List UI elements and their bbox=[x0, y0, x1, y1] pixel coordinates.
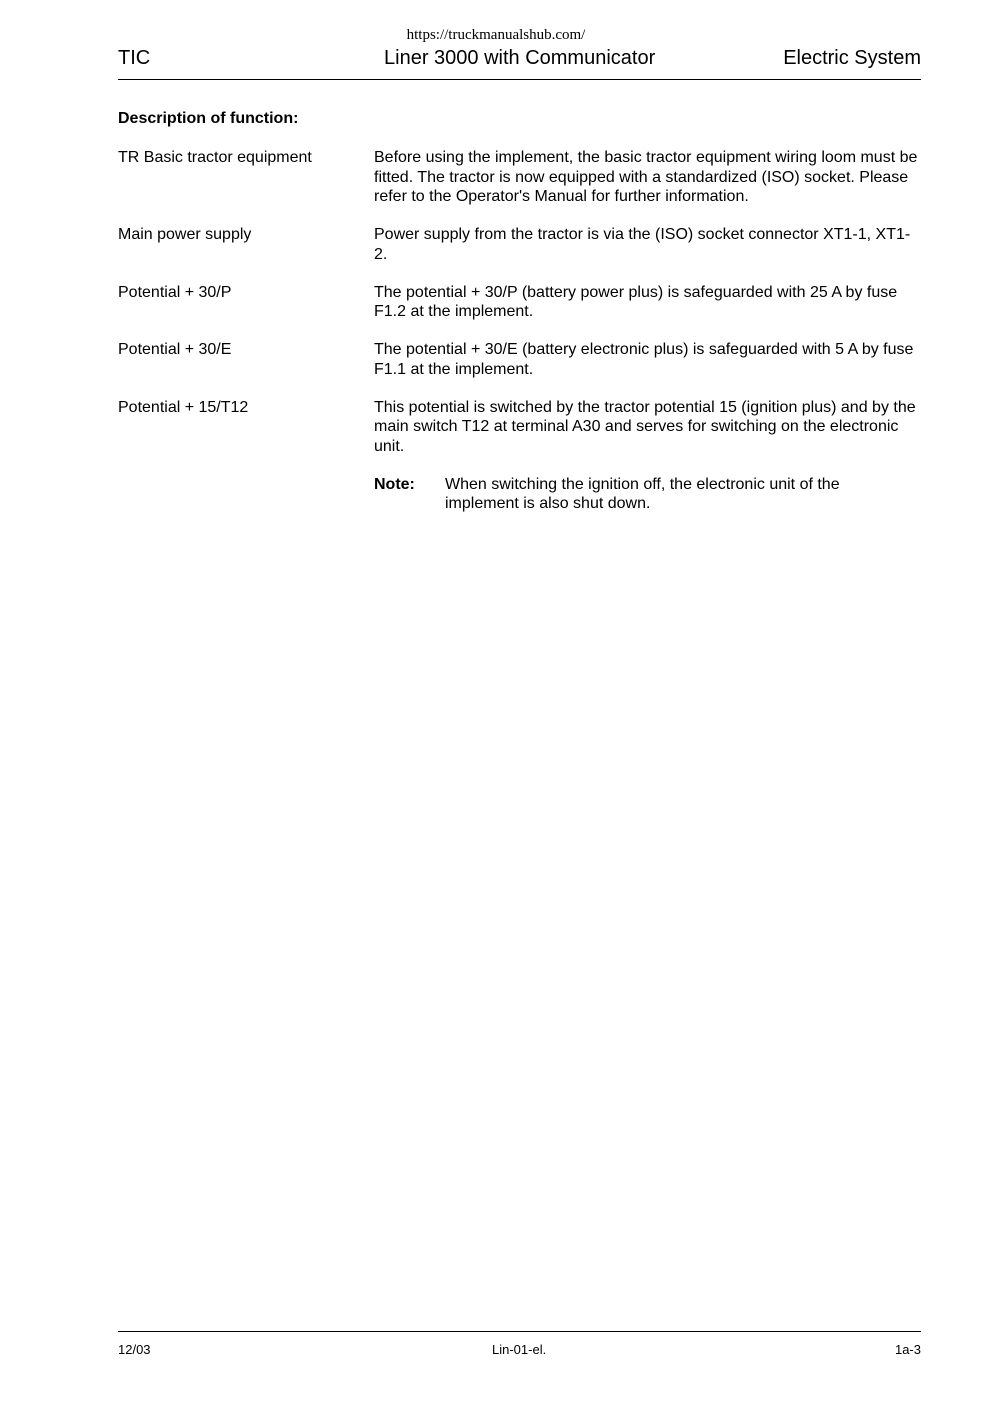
note-block bbox=[374, 475, 923, 514]
function-description: The potential + 30/E (battery electronic plus) is safeguarded with 5 A by fuse F1.1 at the implement. bbox=[374, 341, 914, 378]
function-term: Potential + 15/T12 bbox=[118, 398, 249, 416]
header-left: TIC bbox=[118, 47, 151, 69]
function-term: TR Basic tractor equipment bbox=[118, 149, 312, 166]
page-footer bbox=[118, 1331, 921, 1362]
source-url[interactable]: https://truckmanualshub.com/ bbox=[406, 27, 586, 43]
footer-date: 12/03 bbox=[118, 1342, 151, 1357]
note-text: When switching the ignition off, the electronic unit of the implement is also shut down. bbox=[445, 475, 840, 512]
footer-page-number: 1a-3 bbox=[894, 1342, 921, 1357]
function-row bbox=[118, 148, 923, 207]
function-description: The potential + 30/P (battery power plus) is safeguarded with 25 A by fuse F1.2 at the implement. bbox=[374, 283, 898, 320]
function-row bbox=[118, 340, 923, 379]
function-description: Before using the implement, the basic tractor equipment wiring loom must be fitted. The tractor is now equipped with a standardized (ISO) socket. Please refer to the Operator's Manual for further information. bbox=[374, 149, 918, 205]
note-label: Note: bbox=[374, 475, 415, 493]
function-term: Potential + 30/P bbox=[118, 283, 232, 301]
function-term: Potential + 30/E bbox=[118, 341, 232, 358]
function-row bbox=[118, 283, 923, 322]
footer-doc-code: Lin-01-el. bbox=[492, 1342, 547, 1357]
function-term: Main power supply bbox=[118, 226, 252, 243]
header-title: Liner 3000 with Communicator bbox=[384, 47, 656, 69]
header-section: Electric System bbox=[783, 47, 921, 69]
page-header bbox=[118, 47, 921, 80]
section-title: Description of function: bbox=[118, 110, 299, 127]
function-list bbox=[118, 148, 923, 514]
function-row bbox=[118, 398, 923, 457]
function-description: Power supply from the tractor is via the (ISO) socket connector XT1-1, XT1-2. bbox=[374, 226, 911, 263]
function-description: This potential is switched by the tractor potential 15 (ignition plus) and by the main switch T12 at terminal A30 and serves for switching on the electronic unit. bbox=[374, 398, 916, 455]
function-row bbox=[118, 225, 923, 264]
